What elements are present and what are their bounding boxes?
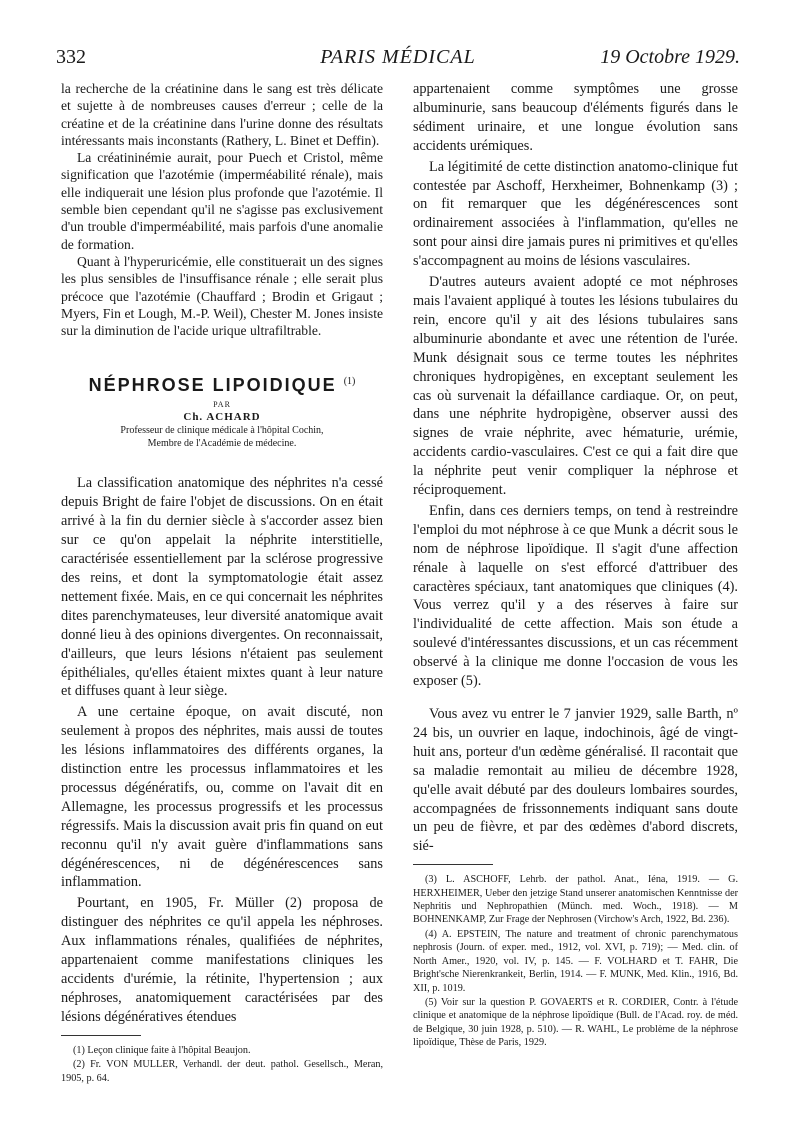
footnote: (2) Fr. VON MULLER, Verhandl. der deut. pathol. Gesellsch., Meran, 1905, p. 64. [61,1059,383,1084]
byline-par: PAR [213,400,231,410]
paragraph: Pourtant, en 1905, Fr. Müller (2) proposa de distinguer des néphrites ce qu'il appela les néphroses. Aux inflammations rénales, qualifiées de néphrites, appartenaient comme manifestations cliniques les accidents d'urémie, la rétinite, l'hypertension ; aux néphroses, anatomiquement caractérisées par des lésions dégénératives étendues [61,895,383,1025]
footnote: (4) A. EPSTEIN, The nature and treatment of chronic parenchymatous nephrosis (Journ. of exper. med., 1912, vol. XVI, p. 719); — Med. clin. of North Amer., 1920, vol. IV, p. 145. — F. VOLHARD et T. FAHR, Die Bright'sche Nierenkrankeit, Berlin, 1914. — F. MUNK, Med. Klin., 1916, Bd. XII, p. 1019. [413,928,738,994]
paragraph: La légitimité de cette distinction anatomo-clinique fut contestée par Aschoff, Herxheimer, Bohnenkamp (3) ; on fit remarquer que les dégénérescences sont ordinairement associées à l'inflammation, qu'elles ne sont pour ainsi dire jamais pures ni primitives et qu'elles s'accompagnent au moins de lésions vasculaires. [413,158,738,270]
paragraph: Vous avez vu entrer le 7 janvier 1929, salle Barth, nº 24 bis, un ouvrier en laque, indochinois, âgé de vingt-huit ans, porteur d'un œdème généralisé. Il racontait que sa maladie remontait au milieu de décembre 1928, qu'elle avait débuté par des douleurs lombaires sourdes, accompagnées de frissonnements indiquant sans doute un peu de fièvre, et par des œdèmes d'abord discrets, sié- [413,706,738,855]
page-header [56,46,740,76]
author-affiliation: Professeur de clinique médicale à l'hôpital Cochin, [120,425,324,437]
footnote-divider [61,1035,141,1036]
title-footnote-ref: (1) [343,376,356,388]
footnotes-left [61,1044,383,1085]
article-body-left [61,474,383,1026]
left-column [61,80,383,1086]
footnotes-right [413,873,738,1049]
paragraph: A une certaine époque, on avait discuté, non seulement à propos des néphrites, mais aussi de toutes les lésions inflammatoires des différents organes, la distinction entre les processus inflammatoires et les processus dégénératifs, ou, comme on l'avait dit en Allemagne, les processus progressifs et les processus régressifs. Mais la discussion avait pris fin quand on eut reconnu qu'il n'y avait guère d'inflammations sans dégénérescences, ni de dégénérescences sans inflammation. [61,704,383,891]
article-body-right [413,80,738,856]
paragraph: La classification anatomique des néphrites n'a cessé depuis Bright de faire l'objet de discussions. On en était arrivé à la fin du dernier siècle à s'accorder assez bien sur ce qu'on appelait la néphrite interstitielle, caractérisée essentiellement par la sclérose progressive des reins, et dont la symptomatologie était assez nettement fixée. Mais, en ce qui concernait les néphrites dites parenchymateuses, leur diversité anatomique avait donné lieu à des opinions divergentes. On reconnaissait, d'ailleurs, que leurs lésions n'étaient pas seulement épithéliales, qu'elles étaient mixtes quant à leur nature et diffuses quant à leur siège. [61,475,383,700]
journal-title: PARIS MÉDICAL [320,46,476,68]
footnote: (5) Voir sur la question P. GOVAERTS et R. CORDIER, Contr. à l'étude clinique et anatomique de la néphrose lipoïdique (Bull. de l'Acad. roy. de méd. de Belgique, 30 juin 1928, p. 510). — R. WAHL, Le problème de la néphrose lipoïdique, Thèse de Paris, 1929. [413,996,738,1049]
article-title: NÉPHROSE LIPOIDIQUE $^{(1)}$ [88,375,356,396]
footnote-divider [413,864,493,865]
paragraph: la recherche de la créatinine dans le sang est très délicate et sujette à de nombreuses causes d'erreur ; celle de la créatine et de la créatinine dans l'urine donne des résultats intéressants mais inconstants (Rathery, L. Binet et Deffin). [61,81,383,148]
paragraph: D'autres auteurs avaient adopté ce mot néphroses mais l'avaient appliqué à toutes les lésions tubulaires du rein, encore qu'il y ait des lésions tubulaires sans albuminurie abondante et avec une rétention de l'urée. Munk désignait sous ce terme toutes les néphrites chroniques hydropigènes, en exceptant seulement les cas où survenait la défaillance cardiaque. Or, on peut, dans une néphrite hydropigène, observer aussi des signes de vraie néphrite, avec hématurie, urémie, accidents cardio-vasculaires. C'est ce qui a fait dire que la néphrite peut venir compliquer la néphrose et réciproquement. [413,274,738,499]
author-name: Ch. ACHARD [183,411,261,424]
paragraph: Quant à l'hyperuricémie, elle constituerait un des signes les plus sensibles de l'insuffisance rénale ; elle serait plus précoce que l'azotémie (Chauffard ; Brodin et Grigaut ; Myers, Fin et Lough, M.-P. Weil), Chester M. Jones insiste sur la diminution de l'acide urique ultrafiltrable. [61,253,383,339]
issue-date: 19 Octobre 1929. [600,46,740,68]
intro-text [61,80,383,339]
footnote: (1) Leçon clinique faite à l'hôpital Beaujon. [73,1044,251,1056]
paragraph: Enfin, dans ces derniers temps, on tend à restreindre l'emploi du mot néphrose à ce que Munk a décrit sous le nom de néphrose lipoïdique. Il s'agit d'une affection rénale à laquelle on s'est efforcé d'attribuer des caractères spéciaux, tant anatomiques que cliniques (4). Vous verrez qu'il y a des réserves à faire sur l'individualité de cette affection. Mais son étude a soulevé d'intéressantes discussions, et un cas récemment observé à la clinique me donne l'occasion de vous les exposer (5). [413,502,738,690]
paragraph: appartenaient comme symptômes une grosse albuminurie, sans beaucoup d'éléments figurés dans le sédiment urinaire, et une longue évolution sans accidents urémiques. [413,81,738,154]
footnote: (3) L. ASCHOFF, Lehrb. der pathol. Anat., Iéna, 1919. — G. HERXHEIMER, Ueber den jetzige Stand unserer anatomischen Kenntnisse der Nephritis und Nephropathien (Münch. med. Woch., 1918). — M BOHNENKAMP, Zur Frage der Nephrosen (Virchow's Arch, 1922, Bd. 236). [413,874,738,926]
author-affiliation: Membre de l'Académie de médecine. [147,438,297,450]
paragraph: La créatininémie aurait, pour Puech et Cristol, même signification que l'azotémie (imperméabilité rénale), mais elle indiquerait une lésion plus profonde que l'azotémie. Il semble bien cependant qu'il ne s'agisse pas exclusivement d'un trouble d'imperméabilité, mais parfois d'une anomalie de formation. [61,150,383,252]
page-number: 332 [56,46,86,68]
right-column [413,80,738,1051]
